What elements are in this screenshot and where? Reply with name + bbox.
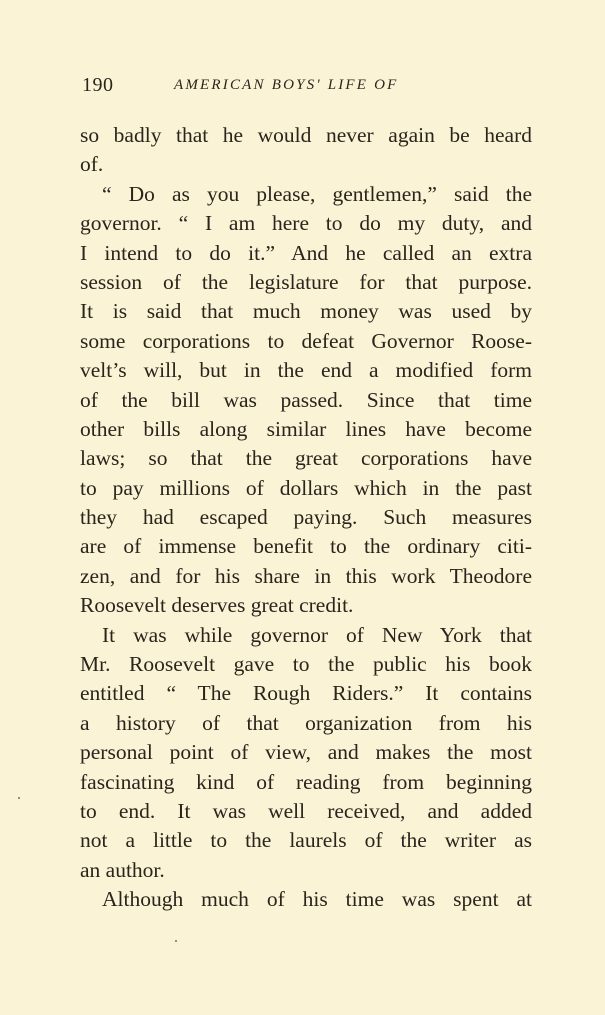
text-line: session of the legislature for that purpose. (80, 269, 532, 294)
text-line: “ Do as you please, gentlemen,” said the (102, 181, 532, 206)
running-title: AMERICAN BOYS' LIFE OF (174, 77, 399, 93)
text-line: It was while governor of New York that (102, 622, 532, 647)
text-line: to pay millions of dollars which in the past (80, 475, 532, 500)
text-line: zen, and for his share in this work Theodore (80, 563, 532, 588)
text-line: an author. (80, 857, 165, 882)
text-line: are of immense benefit to the ordinary citi- (80, 534, 532, 559)
text-line: some corporations to defeat Governor Roose- (80, 328, 532, 353)
page-header (82, 74, 542, 102)
text-line: velt’s will, but in the end a modified form (80, 358, 532, 383)
text-line: Roosevelt deserves great credit. (80, 593, 354, 618)
page-number: 190 (82, 74, 114, 96)
text-line: governor. “ I am here to do my duty, and (80, 211, 532, 236)
text-line: of the bill was passed. Since that time (80, 387, 532, 412)
paper-speck (18, 797, 20, 799)
text-line: Mr. Roosevelt gave to the public his book (80, 652, 532, 677)
text-line: laws; so that the great corporations have (80, 446, 532, 471)
text-line: they had escaped paying. Such measures (80, 505, 532, 530)
text-line: other bills along similar lines have become (80, 416, 532, 441)
text-line: of. (80, 152, 104, 177)
body-text (80, 121, 532, 915)
text-line: personal point of view, and makes the most (80, 740, 532, 765)
text-line: to end. It was well received, and added (80, 798, 532, 823)
text-line: entitled “ The Rough Riders.” It contains (80, 681, 532, 706)
paper-speck (175, 940, 177, 942)
text-line: Although much of his time was spent at (102, 887, 532, 912)
text-line: a history of that organization from his (80, 710, 532, 735)
text-line: I intend to do it.” And he called an extra (80, 240, 532, 265)
text-line: not a little to the laurels of the writer as (80, 828, 532, 853)
text-line: It is said that much money was used by (80, 299, 532, 324)
text-line: so badly that he would never again be heard (80, 123, 532, 147)
text-line: fascinating kind of reading from beginning (80, 769, 532, 794)
